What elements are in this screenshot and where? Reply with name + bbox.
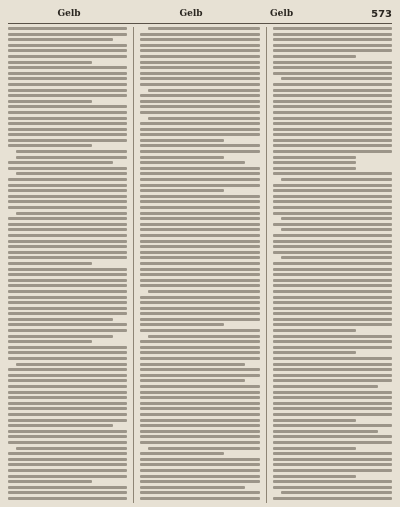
text-columns (8, 27, 392, 503)
text-line (273, 340, 392, 343)
text-line (8, 27, 127, 30)
text-line (273, 413, 392, 416)
text-line (8, 463, 127, 466)
text-line (273, 251, 392, 254)
text-line (8, 66, 127, 69)
text-line (16, 156, 127, 159)
text-line (273, 156, 357, 159)
text-line (273, 346, 392, 349)
text-line (8, 385, 127, 388)
text-line (140, 156, 224, 159)
text-line (273, 430, 378, 433)
text-line (140, 379, 245, 382)
text-line (8, 167, 127, 170)
text-line (281, 228, 392, 231)
text-line (273, 385, 378, 388)
text-line (8, 379, 127, 382)
text-line (140, 346, 259, 349)
text-line (140, 458, 259, 461)
text-line (140, 38, 259, 41)
text-line (8, 245, 127, 248)
text-line (140, 262, 259, 265)
text-line (8, 430, 127, 433)
text-line (273, 363, 392, 366)
text-line (273, 475, 357, 478)
text-line (8, 290, 127, 293)
text-line (8, 38, 113, 41)
text-line (8, 497, 127, 500)
text-line (140, 94, 259, 97)
text-line (273, 184, 392, 187)
text-line (273, 262, 392, 265)
text-line (273, 161, 357, 164)
text-line (140, 273, 259, 276)
text-line (273, 200, 392, 203)
header-center-word: Gelb (179, 9, 203, 19)
text-line (273, 83, 392, 86)
text-line (140, 144, 259, 147)
text-line (273, 497, 392, 500)
text-column-3 (273, 27, 392, 503)
running-header (8, 5, 392, 23)
text-line (8, 195, 127, 198)
text-line (273, 44, 392, 47)
text-line (8, 117, 127, 120)
text-line (8, 240, 127, 243)
text-line (273, 128, 392, 131)
text-line (148, 290, 259, 293)
text-line (140, 323, 224, 326)
text-line (8, 357, 127, 360)
text-line (140, 49, 259, 52)
text-line (140, 486, 245, 489)
text-line (273, 139, 392, 142)
text-line (8, 161, 113, 164)
text-line (140, 33, 259, 36)
text-line (273, 435, 392, 438)
text-line (281, 217, 392, 220)
text-line (8, 44, 127, 47)
text-line (273, 290, 392, 293)
text-line (8, 100, 92, 103)
text-line (8, 262, 92, 265)
text-line (8, 441, 127, 444)
text-line (273, 357, 392, 360)
text-line (273, 105, 392, 108)
text-line (273, 351, 357, 354)
text-line (8, 94, 127, 97)
text-line (140, 296, 259, 299)
text-line (140, 228, 259, 231)
text-line (140, 245, 259, 248)
text-line (273, 312, 392, 315)
text-line (140, 435, 259, 438)
text-line (148, 117, 259, 120)
text-line (140, 301, 259, 304)
text-line (8, 33, 127, 36)
text-line (140, 402, 259, 405)
text-line (8, 111, 127, 114)
text-line (140, 77, 259, 80)
text-line (148, 27, 259, 30)
text-line (273, 441, 392, 444)
text-line (8, 284, 127, 287)
text-line (140, 430, 259, 433)
text-line (273, 172, 392, 175)
text-line (8, 475, 127, 478)
text-line (273, 379, 392, 382)
text-line (273, 335, 392, 338)
text-line (281, 256, 392, 259)
text-line (8, 206, 127, 209)
text-line (8, 351, 127, 354)
text-line (140, 133, 259, 136)
text-line (8, 296, 127, 299)
text-line (8, 323, 127, 326)
text-line (8, 279, 127, 282)
text-line (8, 251, 127, 254)
text-line (8, 77, 127, 80)
text-line (273, 150, 392, 153)
text-line (8, 419, 127, 422)
text-line (8, 89, 127, 92)
text-line (273, 452, 392, 455)
text-line (273, 212, 392, 215)
text-line (8, 223, 127, 226)
text-line (140, 329, 259, 332)
text-line (8, 402, 127, 405)
text-line (281, 178, 392, 181)
text-line (140, 284, 259, 287)
text-line (140, 497, 259, 500)
text-line (8, 178, 127, 181)
text-line (273, 49, 392, 52)
text-line (140, 161, 245, 164)
text-line (140, 61, 259, 64)
text-line (8, 391, 127, 394)
text-line (140, 419, 259, 422)
text-line (140, 491, 259, 494)
text-column-2 (140, 27, 259, 503)
text-line (273, 117, 392, 120)
text-line (140, 240, 259, 243)
text-line (140, 469, 259, 472)
text-line (140, 407, 259, 410)
text-line (140, 385, 259, 388)
text-line (16, 172, 127, 175)
text-line (140, 357, 259, 360)
text-line (140, 396, 259, 399)
text-line (273, 486, 392, 489)
text-line (273, 368, 392, 371)
text-line (140, 100, 259, 103)
header-right-word: Gelb (270, 8, 294, 19)
text-line (140, 184, 259, 187)
text-line (140, 217, 259, 220)
text-line (8, 413, 127, 416)
text-line (273, 206, 392, 209)
text-line (8, 335, 113, 338)
text-line (8, 217, 127, 220)
text-line (140, 212, 259, 215)
text-line (8, 184, 127, 187)
column-divider (266, 27, 267, 503)
text-line (140, 105, 259, 108)
text-line (148, 89, 259, 92)
text-line (273, 301, 392, 304)
text-line (273, 111, 392, 114)
text-line (140, 279, 259, 282)
text-line (8, 83, 127, 86)
text-line (140, 268, 259, 271)
text-line (140, 340, 259, 343)
text-line (140, 441, 259, 444)
text-line (273, 223, 392, 226)
text-line (8, 133, 127, 136)
text-line (273, 273, 392, 276)
text-line (8, 452, 127, 455)
text-line (8, 105, 127, 108)
text-line (140, 312, 259, 315)
text-line (140, 413, 259, 416)
text-line (140, 463, 259, 466)
text-line (273, 307, 392, 310)
text-line (273, 463, 392, 466)
text-line (273, 27, 392, 30)
text-line (8, 346, 127, 349)
text-line (273, 245, 392, 248)
text-line (273, 458, 392, 461)
text-line (140, 206, 259, 209)
text-line (140, 139, 224, 142)
text-line (273, 447, 357, 450)
text-line (8, 486, 127, 489)
text-line (140, 475, 259, 478)
text-line (148, 447, 259, 450)
text-line (8, 307, 127, 310)
text-line (140, 256, 259, 259)
text-line (273, 396, 392, 399)
text-line (140, 223, 259, 226)
text-line (281, 491, 392, 494)
text-line (140, 167, 259, 170)
text-line (140, 150, 259, 153)
text-line (140, 83, 259, 86)
text-line (140, 111, 259, 114)
text-line (273, 279, 392, 282)
text-line (8, 469, 127, 472)
text-line (8, 139, 127, 142)
text-line (140, 307, 259, 310)
text-line (140, 172, 259, 175)
text-line (273, 407, 392, 410)
text-line (273, 391, 392, 394)
text-line (273, 38, 392, 41)
text-line (8, 128, 127, 131)
text-line (140, 72, 259, 75)
text-line (8, 55, 127, 58)
text-line (8, 273, 127, 276)
text-line (140, 391, 259, 394)
text-line (8, 256, 127, 259)
text-line (8, 312, 127, 315)
text-line (273, 33, 392, 36)
text-line (8, 49, 127, 52)
text-line (8, 329, 127, 332)
text-line (140, 55, 259, 58)
text-line (16, 150, 127, 153)
text-line (273, 94, 392, 97)
text-line (140, 189, 224, 192)
text-line (8, 480, 92, 483)
text-line (140, 368, 259, 371)
header-rule (8, 23, 392, 24)
text-line (273, 268, 392, 271)
text-line (273, 234, 392, 237)
text-line (273, 55, 357, 58)
text-line (273, 374, 392, 377)
text-line (8, 234, 127, 237)
text-line (8, 458, 127, 461)
text-line (16, 363, 127, 366)
text-line (8, 424, 113, 427)
text-line (273, 284, 392, 287)
text-line (140, 452, 224, 455)
text-line (140, 480, 259, 483)
text-line (8, 72, 127, 75)
text-line (8, 396, 127, 399)
text-line (140, 195, 259, 198)
text-line (8, 407, 127, 410)
text-line (140, 128, 259, 131)
text-line (281, 77, 392, 80)
text-line (140, 351, 259, 354)
text-line (140, 66, 259, 69)
header-left-word: Gelb (57, 9, 81, 19)
column-divider (133, 27, 134, 503)
text-line (8, 491, 127, 494)
text-line (8, 122, 127, 125)
text-line (8, 318, 113, 321)
text-line (140, 200, 259, 203)
text-line (140, 318, 259, 321)
text-line (8, 228, 127, 231)
text-line (140, 374, 259, 377)
text-line (148, 335, 259, 338)
text-line (273, 323, 392, 326)
text-line (273, 122, 392, 125)
text-line (8, 368, 127, 371)
page-number: 573 (371, 8, 392, 20)
text-line (16, 212, 127, 215)
text-line (8, 189, 127, 192)
text-line (16, 447, 127, 450)
text-line (273, 419, 357, 422)
text-line (273, 66, 392, 69)
text-line (273, 469, 392, 472)
text-line (140, 122, 259, 125)
text-column-1 (8, 27, 127, 503)
text-line (273, 318, 392, 321)
text-line (8, 374, 127, 377)
text-line (8, 200, 127, 203)
text-line (273, 424, 392, 427)
text-line (273, 195, 392, 198)
text-line (273, 61, 392, 64)
text-line (140, 44, 259, 47)
text-line (273, 100, 392, 103)
text-line (273, 329, 357, 332)
text-line (273, 167, 357, 170)
text-line (273, 144, 392, 147)
text-line (273, 480, 392, 483)
text-line (140, 178, 259, 181)
text-line (140, 424, 259, 427)
header-right-group (252, 9, 392, 20)
text-line (8, 268, 127, 271)
text-line (273, 296, 392, 299)
text-line (8, 301, 127, 304)
text-line (273, 189, 392, 192)
text-line (8, 61, 92, 64)
text-line (140, 251, 259, 254)
text-line (8, 144, 92, 147)
text-line (273, 133, 392, 136)
text-line (8, 435, 127, 438)
text-line (273, 240, 392, 243)
text-line (273, 72, 392, 75)
text-line (140, 234, 259, 237)
text-line (273, 89, 392, 92)
text-line (8, 340, 92, 343)
text-line (273, 402, 392, 405)
text-line (140, 363, 245, 366)
